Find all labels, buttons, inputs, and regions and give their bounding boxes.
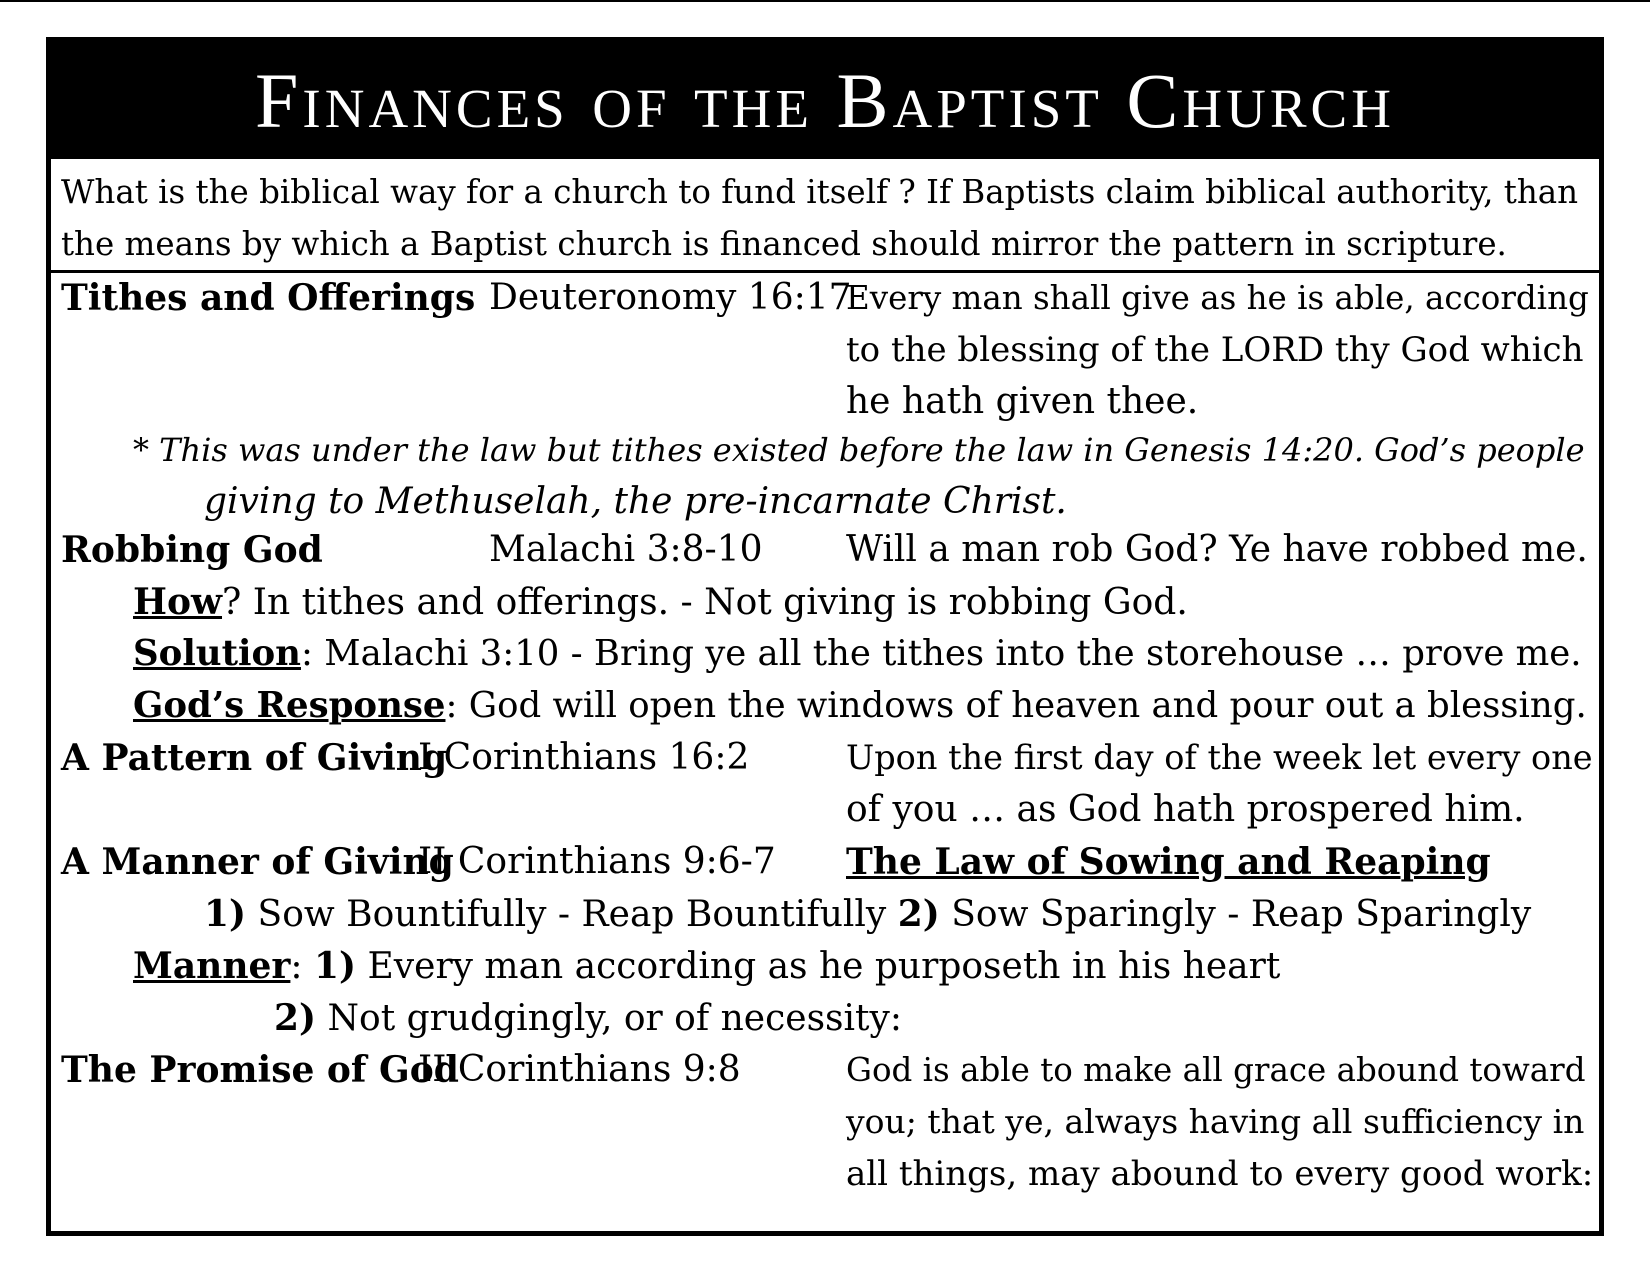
manner2-number: 2): [274, 997, 317, 1039]
sow2-number: 2): [897, 893, 940, 935]
note-tithes-line-2: giving to Methuselah, the pre-incarnate Christ.: [204, 481, 1067, 522]
verse-robbing: Will a man rob God? Ye have robbed me.: [846, 529, 1588, 570]
sowing-line: [204, 888, 1531, 941]
manner-line-2: [274, 992, 902, 1045]
verse-promise-line-1: God is able to make all grace abound toward: [846, 1051, 1586, 1089]
how-label: How: [133, 581, 223, 623]
verse-tithes-line-2: to the blessing of the LORD thy God which: [846, 330, 1584, 370]
sow1-text: Sow Bountifully - Reap Bountifully: [246, 894, 898, 935]
reference-pattern: I Corinthians 16:2: [418, 737, 750, 778]
manner-sep: :: [290, 946, 314, 987]
how-text: ? In tithes and offerings. - Not giving is robbing God.: [222, 582, 1188, 623]
response-line: [133, 680, 1587, 732]
document-frame: [46, 37, 1604, 1236]
reference-manner: II Corinthians 9:6-7: [418, 841, 776, 882]
reference-tithes: Deuteronomy 16:17: [489, 277, 852, 318]
verse-pattern-line-1: Upon the first day of the week let every one: [846, 738, 1593, 777]
heading-robbing: Robbing God: [61, 529, 323, 571]
sow1-number: 1): [204, 893, 247, 935]
page-title: Finances of the Baptist Church: [255, 56, 1395, 144]
reference-promise: II Corinthians 9:8: [418, 1049, 741, 1090]
verse-pattern-line-2: of you … as God hath prospered him.: [846, 789, 1525, 830]
heading-pattern: A Pattern of Giving: [61, 737, 448, 779]
note-tithes-line-1: * This was under the law but tithes existed before the law in Genesis 14:20. God’s people: [133, 431, 1585, 469]
sow2-text: Sow Sparingly - Reap Sparingly: [939, 894, 1532, 935]
title-bar: [51, 42, 1599, 159]
reference-robbing: Malachi 3:8-10: [489, 529, 763, 570]
heading-manner: A Manner of Giving: [61, 841, 454, 883]
intro-paragraph: What is the biblical way for a church to fund itself ? If Baptists claim biblical authority, than the means by which a Baptist church is financed should mirror the pattern in scripture.: [61, 173, 1579, 263]
solution-text: : Malachi 3:10 - Bring ye all the tithes into the storehouse … prove me.: [300, 633, 1582, 674]
response-text: : God will open the windows of heaven and pour out a blessing.: [445, 685, 1587, 726]
heading-promise: The Promise of God: [61, 1049, 459, 1091]
law-heading: The Law of Sowing and Reaping: [846, 841, 1491, 883]
solution-line: [133, 628, 1582, 680]
manner1-number: 1): [313, 945, 357, 987]
manner1-text: Every man according as he purposeth in his heart: [356, 946, 1281, 987]
verse-tithes-line-1: Every man shall give as he is able, according: [846, 279, 1589, 317]
manner-label: Manner: [133, 945, 291, 987]
verse-promise-line-3: all things, may abound to every good work:: [846, 1154, 1594, 1194]
heading-tithes: Tithes and Offerings: [61, 277, 476, 319]
verse-promise-line-2: you; that ye, always having all sufficiency in: [846, 1102, 1585, 1141]
verse-tithes-line-3: he hath given thee.: [846, 381, 1199, 422]
response-label: God’s Response: [133, 685, 446, 726]
how-line: [133, 576, 1188, 629]
top-rule: [0, 0, 1650, 2]
manner2-text: Not grudgingly, or of necessity:: [316, 998, 902, 1039]
solution-label: Solution: [133, 633, 301, 674]
manner-line-1: [133, 940, 1280, 993]
